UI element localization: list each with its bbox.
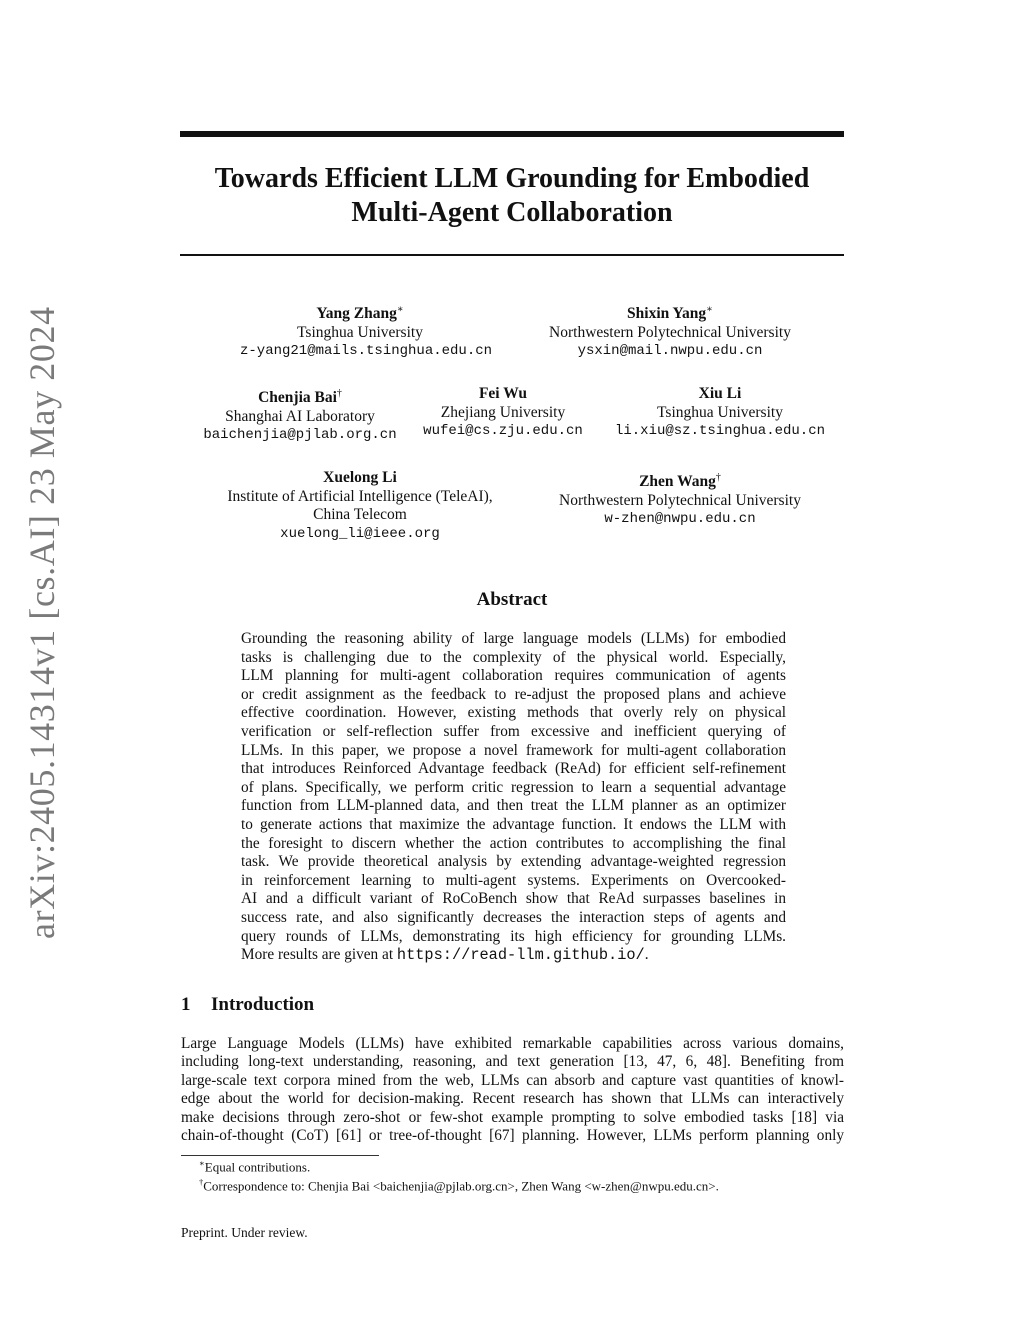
author-email[interactable]: ysxin@mail.nwpu.edu.cn [577, 343, 763, 360]
abstract-line: Grounding the reasoning ability of large language models (LLMs) for embodied [241, 630, 786, 647]
introduction-line: make decisions through zero-shot or few-shot example prompting to solve embodied tasks [18] via [181, 1108, 844, 1126]
author-affiliation: Tsinghua University [657, 403, 783, 421]
abstract-line: query rounds of LLMs, demonstrating its high efficiency for grounding LLMs. [241, 927, 786, 945]
author-block [535, 469, 825, 529]
project-url-link[interactable]: https://read-llm.github.io/ [396, 946, 645, 965]
section-heading-introduction [181, 994, 314, 1016]
abstract-line: AI and a difficult variant of RoCoBench show that ReAd surpasses baselines in [241, 890, 786, 908]
abstract-body [241, 630, 786, 965]
title-top-rule [180, 131, 844, 137]
footnote-text: Equal contributions. [204, 1159, 311, 1175]
introduction-line: including long-text understanding, reasoning, and text generation [13, 47, 6, 48]. Benefiting from [181, 1053, 844, 1071]
abstract-line: LLM planning for multi-agent collaboration requires communication of agents [241, 667, 786, 685]
section-number: 1 [181, 994, 191, 1015]
author-block [520, 301, 820, 361]
abstract-heading: Abstract [476, 589, 548, 610]
author-email[interactable]: baichenjia@pjlab.org.cn [203, 427, 397, 444]
introduction-line: edge about the world for decision-making. Recent research has shown that LLMs can interactively [181, 1090, 844, 1108]
footnote-text: Correspondence to: Chenjia Bai <baichenjia@pjlab.org.cn>, Zhen Wang <w-zhen@nwpu.edu.cn>. [203, 1178, 719, 1194]
author-block [240, 301, 493, 361]
title-bottom-rule [180, 254, 844, 256]
author-name: Zhen Wang† [639, 472, 721, 491]
paper-title-line-1: Towards Efficient LLM Grounding for Embodied [214, 163, 810, 194]
author-name: Fei Wu [478, 385, 528, 402]
abstract-line: of plans. Specifically, we perform critic regression to learn a sequential advantage [241, 778, 786, 796]
author-affiliation: Institute of Artificial Intelligence (TeleAI), [227, 487, 493, 505]
corresponding-author-mark: † [715, 472, 721, 483]
abstract-line: tasks is challenging due to the complexity of the physical world. Especially, [241, 648, 786, 666]
footnote-correspondence [199, 1177, 719, 1194]
footnote-mark: † [199, 1177, 204, 1187]
equal-contribution-mark: ∗ [706, 304, 713, 315]
author-affiliation: Tsinghua University [297, 323, 423, 341]
author-email[interactable]: wufei@cs.zju.edu.cn [423, 423, 583, 439]
author-email[interactable]: w-zhen@nwpu.edu.cn [604, 511, 756, 528]
footnote-equal-contribution [199, 1158, 310, 1175]
abstract-results-text: More results are given at [241, 946, 397, 964]
abstract-line: the foresight to discern whether the action contributes to accomplishing the final [241, 834, 786, 852]
author-affiliation-line-2: China Telecom [313, 506, 407, 523]
preprint-notice: Preprint. Under review. [181, 1225, 308, 1240]
author-name: Yang Zhang∗ [316, 304, 404, 323]
abstract-line: LLMs. In this paper, we propose a novel framework for multi-agent collaboration [241, 741, 786, 759]
footnote-divider [181, 1155, 379, 1156]
introduction-line: chain-of-thought (CoT) [61] or tree-of-thought [67] planning. However, LLMs perform planning only [181, 1127, 844, 1145]
abstract-line: or credit assignment as the feedback to re-adjust the proposed plans and achieve [241, 685, 786, 703]
author-affiliation: Northwestern Polytechnical University [549, 323, 791, 341]
paper-title-line-2: Multi-Agent Collaboration [351, 197, 673, 228]
author-block [190, 385, 410, 445]
footnote-mark: ∗ [199, 1158, 205, 1168]
abstract-line: effective coordination. However, existing methods that overly rely on physical [241, 704, 786, 722]
introduction-line: Large Language Models (LLMs) have exhibited remarkable capabilities across various domains, [181, 1035, 844, 1052]
author-email[interactable]: xuelong_li@ieee.org [280, 525, 440, 542]
abstract-line: function from LLM-planned data, and then treat the LLM planner as an optimizer [241, 797, 786, 815]
abstract-line: to generate actions that maximize the advantage function. It endows the LLM with [241, 815, 786, 833]
section-title: Introduction [211, 994, 315, 1015]
author-email[interactable]: li.xiu@sz.tsinghua.edu.cn [614, 423, 826, 439]
abstract-line: task. We provide theoretical analysis by extending advantage-weighted regression [241, 853, 786, 871]
abstract-line: that introduces Reinforced Advantage feedback (ReAd) for efficient self-refinement [241, 760, 786, 778]
author-name: Xuelong Li [323, 469, 397, 486]
author-block [604, 385, 836, 441]
introduction-line: large-scale text corpora mined from the web, LLMs can absorb and capture vast quantities of knowl- [181, 1071, 844, 1089]
author-affiliation: Northwestern Polytechnical University [559, 491, 801, 509]
arxiv-identifier-stamp: arXiv:2405.14314v1 [cs.AI] 23 May 2024 [22, 306, 62, 939]
author-name: Shixin Yang∗ [627, 304, 713, 323]
abstract-period: . [644, 946, 649, 964]
author-email[interactable]: z-yang21@mails.tsinghua.edu.cn [240, 343, 493, 360]
author-name: Chenjia Bai† [258, 388, 342, 407]
abstract-line [241, 946, 786, 965]
introduction-paragraph [181, 1035, 844, 1145]
author-affiliation: Zhejiang University [440, 403, 566, 421]
abstract-line: success rate, and also significantly decreases the interaction steps of agents and [241, 908, 786, 926]
author-block [205, 469, 515, 543]
author-name: Xiu Li [698, 385, 742, 402]
paper-title [180, 162, 844, 230]
abstract-line: in reinforcement learning to multi-agent systems. Experiments on Overcooked- [241, 871, 786, 889]
author-affiliation: Shanghai AI Laboratory [225, 407, 375, 425]
author-block [413, 385, 593, 441]
equal-contribution-mark: ∗ [396, 304, 404, 315]
abstract-line: verification or self-reflection suffer from excessive and inefficient querying of [241, 722, 786, 740]
corresponding-author-mark: † [336, 388, 342, 399]
